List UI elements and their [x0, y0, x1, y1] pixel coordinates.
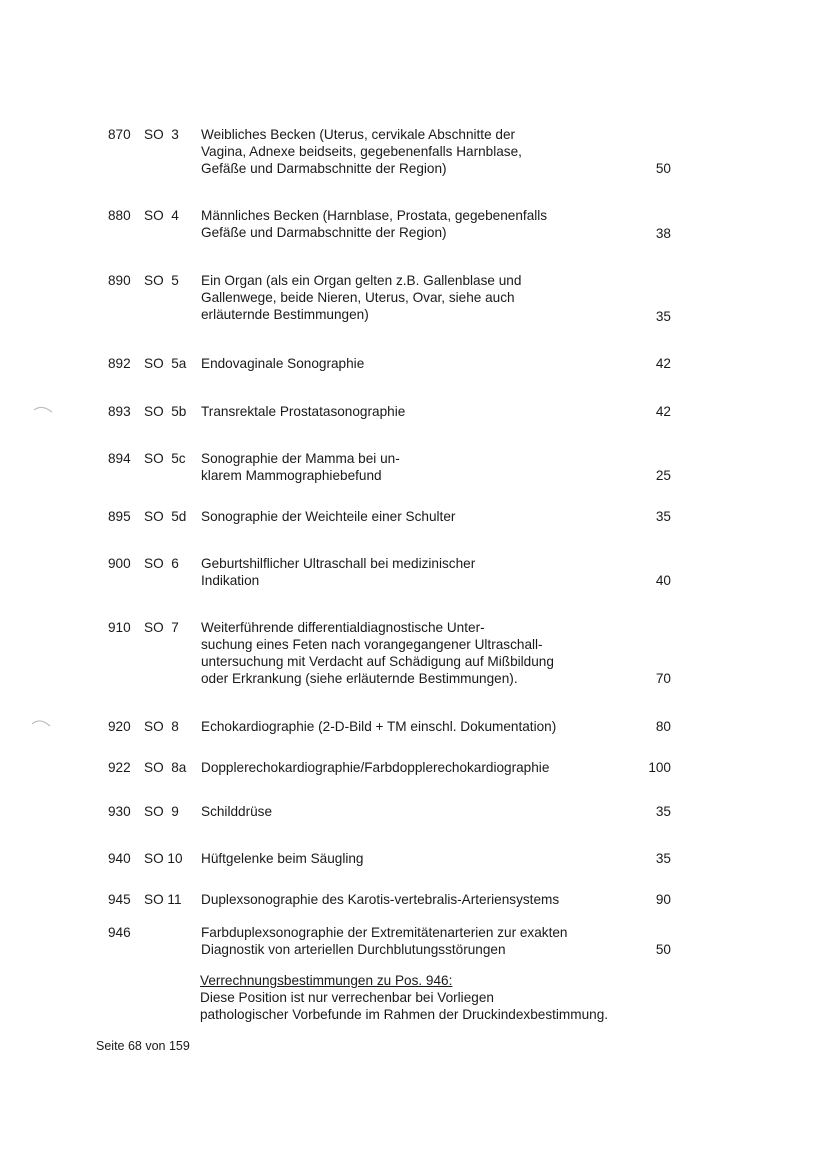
points-value: 38 — [655, 226, 671, 241]
points-value: 35 — [655, 509, 671, 524]
description-line: Duplexsonographie des Karotis-vertebralis-Arteriensystems — [201, 892, 560, 907]
points-value: 50 — [655, 942, 671, 957]
position-number: 893 — [108, 404, 131, 419]
service-code: SO 11 — [144, 892, 182, 907]
service-code: SO 9 — [144, 804, 179, 819]
billing-note-line: pathologischer Vorbefunde im Rahmen der Druckindexbestimmung. — [200, 1007, 609, 1022]
points-value: 42 — [655, 356, 671, 371]
description-line: erläuternde Bestimmungen) — [201, 307, 369, 322]
description-line: Dopplerechokardiographie/Farbdopplerechokardiographie — [201, 760, 550, 775]
service-description — [201, 555, 631, 589]
position-number: 900 — [108, 556, 131, 571]
position-number: 880 — [108, 208, 131, 223]
description-line: Vagina, Adnexe beidseits, gegebenenfalls Harnblase, — [201, 144, 522, 159]
position-number: 940 — [108, 851, 131, 866]
position-number: 930 — [108, 804, 131, 819]
scan-mark-icon — [30, 715, 52, 729]
service-description — [201, 207, 631, 241]
service-description — [201, 803, 631, 820]
position-number: 895 — [108, 509, 131, 524]
service-description — [201, 891, 631, 908]
points-value: 25 — [655, 468, 671, 483]
points-value: 35 — [655, 804, 671, 819]
position-number: 892 — [108, 356, 131, 371]
page-footer: Seite 68 von 159 — [96, 1039, 190, 1053]
scan-mark-icon — [32, 402, 54, 416]
position-number: 894 — [108, 451, 131, 466]
position-number: 922 — [108, 760, 131, 775]
points-value: 70 — [655, 671, 671, 686]
points-value: 50 — [655, 161, 671, 176]
points-value: 100 — [648, 760, 671, 775]
description-line: Farbduplexsonographie der Extremitätenarterien zur exakten — [201, 925, 568, 940]
position-number: 945 — [108, 892, 131, 907]
points-value: 40 — [655, 573, 671, 588]
service-code: SO 4 — [144, 208, 179, 223]
service-description — [201, 126, 631, 177]
description-line: Männliches Becken (Harnblase, Prostata, gegebenenfalls — [201, 208, 548, 223]
service-code: SO 10 — [144, 851, 183, 866]
position-number: 870 — [108, 127, 131, 142]
service-description — [201, 272, 631, 323]
service-description — [201, 619, 631, 687]
points-value: 90 — [655, 892, 671, 907]
description-line: Diagnostik von arteriellen Durchblutungsstörungen — [201, 942, 506, 957]
billing-note-line: Diese Position ist nur verrechenbar bei Vorliegen — [200, 990, 494, 1005]
service-description — [201, 850, 631, 867]
service-code: SO 3 — [144, 127, 179, 142]
service-code: SO 5a — [144, 356, 187, 371]
description-line: Echokardiographie (2-D-Bild + TM einschl. Dokumentation) — [201, 719, 557, 734]
description-line: Indikation — [201, 573, 260, 588]
service-code: SO 6 — [144, 556, 179, 571]
service-code: SO 8a — [144, 760, 187, 775]
service-description — [201, 355, 631, 372]
billing-note — [200, 972, 608, 1023]
service-description — [201, 718, 631, 735]
service-code: SO 5c — [144, 451, 186, 466]
service-code: SO 7 — [144, 620, 179, 635]
description-line: Schilddrüse — [201, 804, 273, 819]
description-line: suchung eines Feten nach vorangegangener Ultraschall- — [201, 637, 543, 652]
service-description — [201, 508, 631, 525]
points-value: 42 — [655, 404, 671, 419]
service-description — [201, 450, 631, 484]
points-value: 35 — [655, 851, 671, 866]
service-code: SO 5 — [144, 273, 179, 288]
service-code: SO 8 — [144, 719, 179, 734]
description-line: Ein Organ (als ein Organ gelten z.B. Gallenblase und — [201, 273, 522, 288]
description-line: Weiterführende differentialdiagnostische Unter- — [201, 620, 485, 635]
service-description — [201, 759, 631, 776]
description-line: Transrektale Prostatasonographie — [201, 404, 406, 419]
points-value: 80 — [655, 719, 671, 734]
billing-note-heading: Verrechnungsbestimmungen zu Pos. 946: — [200, 973, 453, 988]
description-line: Gefäße und Darmabschnitte der Region) — [201, 161, 447, 176]
service-code: SO 5d — [144, 509, 187, 524]
position-number: 920 — [108, 719, 131, 734]
description-line: oder Erkrankung (siehe erläuternde Bestimmungen). — [201, 671, 518, 686]
service-description — [201, 403, 631, 420]
description-line: Sonographie der Weichteile einer Schulter — [201, 509, 456, 524]
description-line: Hüftgelenke beim Säugling — [201, 851, 364, 866]
description-line: Gefäße und Darmabschnitte der Region) — [201, 225, 447, 240]
service-code: SO 5b — [144, 404, 187, 419]
description-line: Gallenwege, beide Nieren, Uterus, Ovar, siehe auch — [201, 290, 515, 305]
description-line: Sonographie der Mamma bei un- — [201, 451, 400, 466]
description-line: klarem Mammographiebefund — [201, 468, 382, 483]
description-line: untersuchung mit Verdacht auf Schädigung auf Mißbildung — [201, 654, 554, 669]
points-value: 35 — [655, 309, 671, 324]
description-line: Geburtshilflicher Ultraschall bei medizinischer — [201, 556, 476, 571]
service-description — [201, 924, 631, 958]
description-line: Endovaginale Sonographie — [201, 356, 365, 371]
description-line: Weibliches Becken (Uterus, cervikale Abschnitte der — [201, 127, 516, 142]
position-number: 946 — [108, 925, 131, 940]
position-number: 910 — [108, 620, 131, 635]
position-number: 890 — [108, 273, 131, 288]
